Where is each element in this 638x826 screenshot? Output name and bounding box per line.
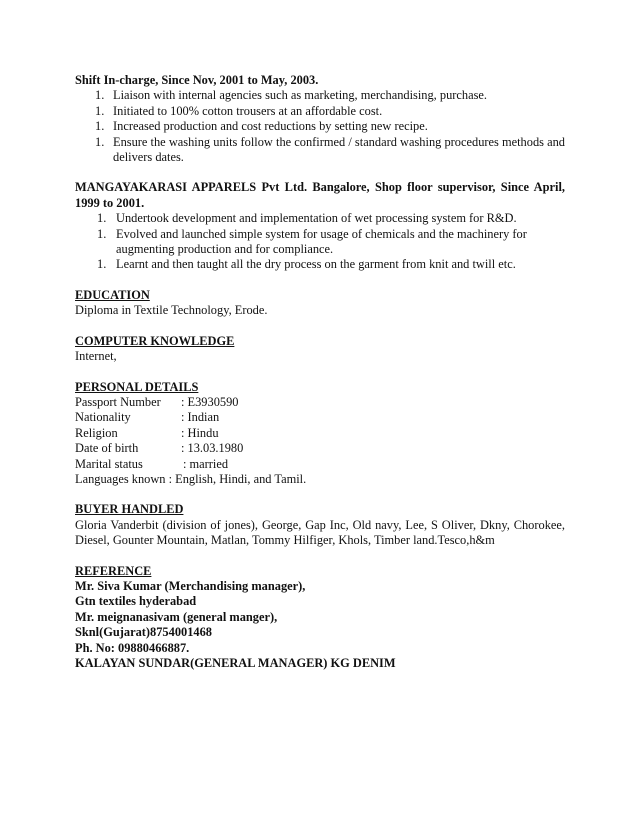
list-text: Liaison with internal agencies such as marketing, merchandising, purchase. xyxy=(113,88,488,103)
dob-label: Date of birth xyxy=(75,441,139,456)
list-number: 1. xyxy=(95,103,105,118)
list-item xyxy=(75,119,565,134)
list-item xyxy=(75,135,565,166)
education-line: Diploma in Textile Technology, Erode. xyxy=(75,303,268,318)
job1-title: Shift In-charge, Since Nov, 2001 to May, 2003. xyxy=(75,73,319,87)
dob-row xyxy=(75,441,565,456)
list-number: 1. xyxy=(97,257,107,272)
dob-value: : 13.03.1980 xyxy=(181,441,244,456)
list-number: 1. xyxy=(97,226,107,241)
religion-row xyxy=(75,426,565,441)
reference-line: Sknl(Gujarat)8754001468 xyxy=(75,625,212,640)
reference-heading: REFERENCE xyxy=(75,563,152,578)
list-text: Increased production and cost reductions by setting new recipe. xyxy=(113,119,428,134)
nationality-label: Nationality xyxy=(75,410,131,425)
list-number: 1. xyxy=(95,119,105,134)
list-text: Learnt and then taught all the dry process on the garment from knit and twill etc. xyxy=(116,257,516,272)
reference-line: Mr. meignanasivam (general manger), xyxy=(75,609,278,624)
resume-content xyxy=(75,73,565,671)
personal-heading: PERSONAL DETAILS xyxy=(75,379,199,394)
reference-line: Ph. No: 09880466887. xyxy=(75,640,190,655)
buyer-text: Gloria Vanderbit (division of jones), George, Gap Inc, Old navy, Lee, S Oliver, Dkny, Chorokee, Diesel, Gounter Mountain, Matlan, Tommy Hilfiger, Khols, Timber land.Tesco,h&m xyxy=(75,517,565,548)
job2-list xyxy=(75,211,565,273)
list-text: Ensure the washing units follow the confirmed / standard washing procedures methods and delivers dates. xyxy=(113,134,565,165)
marital-row xyxy=(75,457,565,472)
list-item xyxy=(75,88,565,103)
reference-line: Gtn textiles hyderabad xyxy=(75,594,197,609)
computer-heading: COMPUTER KNOWLEDGE xyxy=(75,333,235,348)
education-heading: EDUCATION xyxy=(75,287,150,302)
religion-label: Religion xyxy=(75,425,118,440)
reference-line: Mr. Siva Kumar (Merchandising manager), xyxy=(75,578,306,593)
list-item xyxy=(75,257,565,272)
list-text: Undertook development and implementation of wet processing system for R&D. xyxy=(116,211,517,226)
languages-line: Languages known : English, Hindi, and Tamil. xyxy=(75,471,307,486)
job1-list xyxy=(75,88,565,165)
reference-line: KALAYAN SUNDAR(GENERAL MANAGER) KG DENIM xyxy=(75,656,396,670)
list-item xyxy=(75,104,565,119)
passport-label: Passport Number xyxy=(75,394,161,409)
religion-value: : Hindu xyxy=(181,425,219,440)
nationality-row xyxy=(75,410,565,425)
job2-title: MANGAYAKARASI APPARELS Pvt Ltd. Bangalore, Shop floor supervisor, Since April, 1999 to 2001. xyxy=(75,180,565,210)
computer-line: Internet, xyxy=(75,349,117,364)
list-number: 1. xyxy=(95,134,105,149)
nationality-value: : Indian xyxy=(181,410,220,425)
list-text: Evolved and launched simple system for usage of chemicals and the machinery for augmenting production and for compliance. xyxy=(116,226,527,257)
list-item xyxy=(75,227,565,258)
list-item xyxy=(75,211,565,226)
marital-label: Marital status xyxy=(75,456,143,471)
passport-value: : E3930590 xyxy=(181,394,239,409)
buyer-heading: BUYER HANDLED xyxy=(75,502,184,517)
marital-value: : married xyxy=(183,456,229,471)
list-text: Initiated to 100% cotton trousers at an affordable cost. xyxy=(113,103,383,118)
list-number: 1. xyxy=(97,211,107,226)
passport-row xyxy=(75,395,565,410)
list-number: 1. xyxy=(95,88,105,103)
